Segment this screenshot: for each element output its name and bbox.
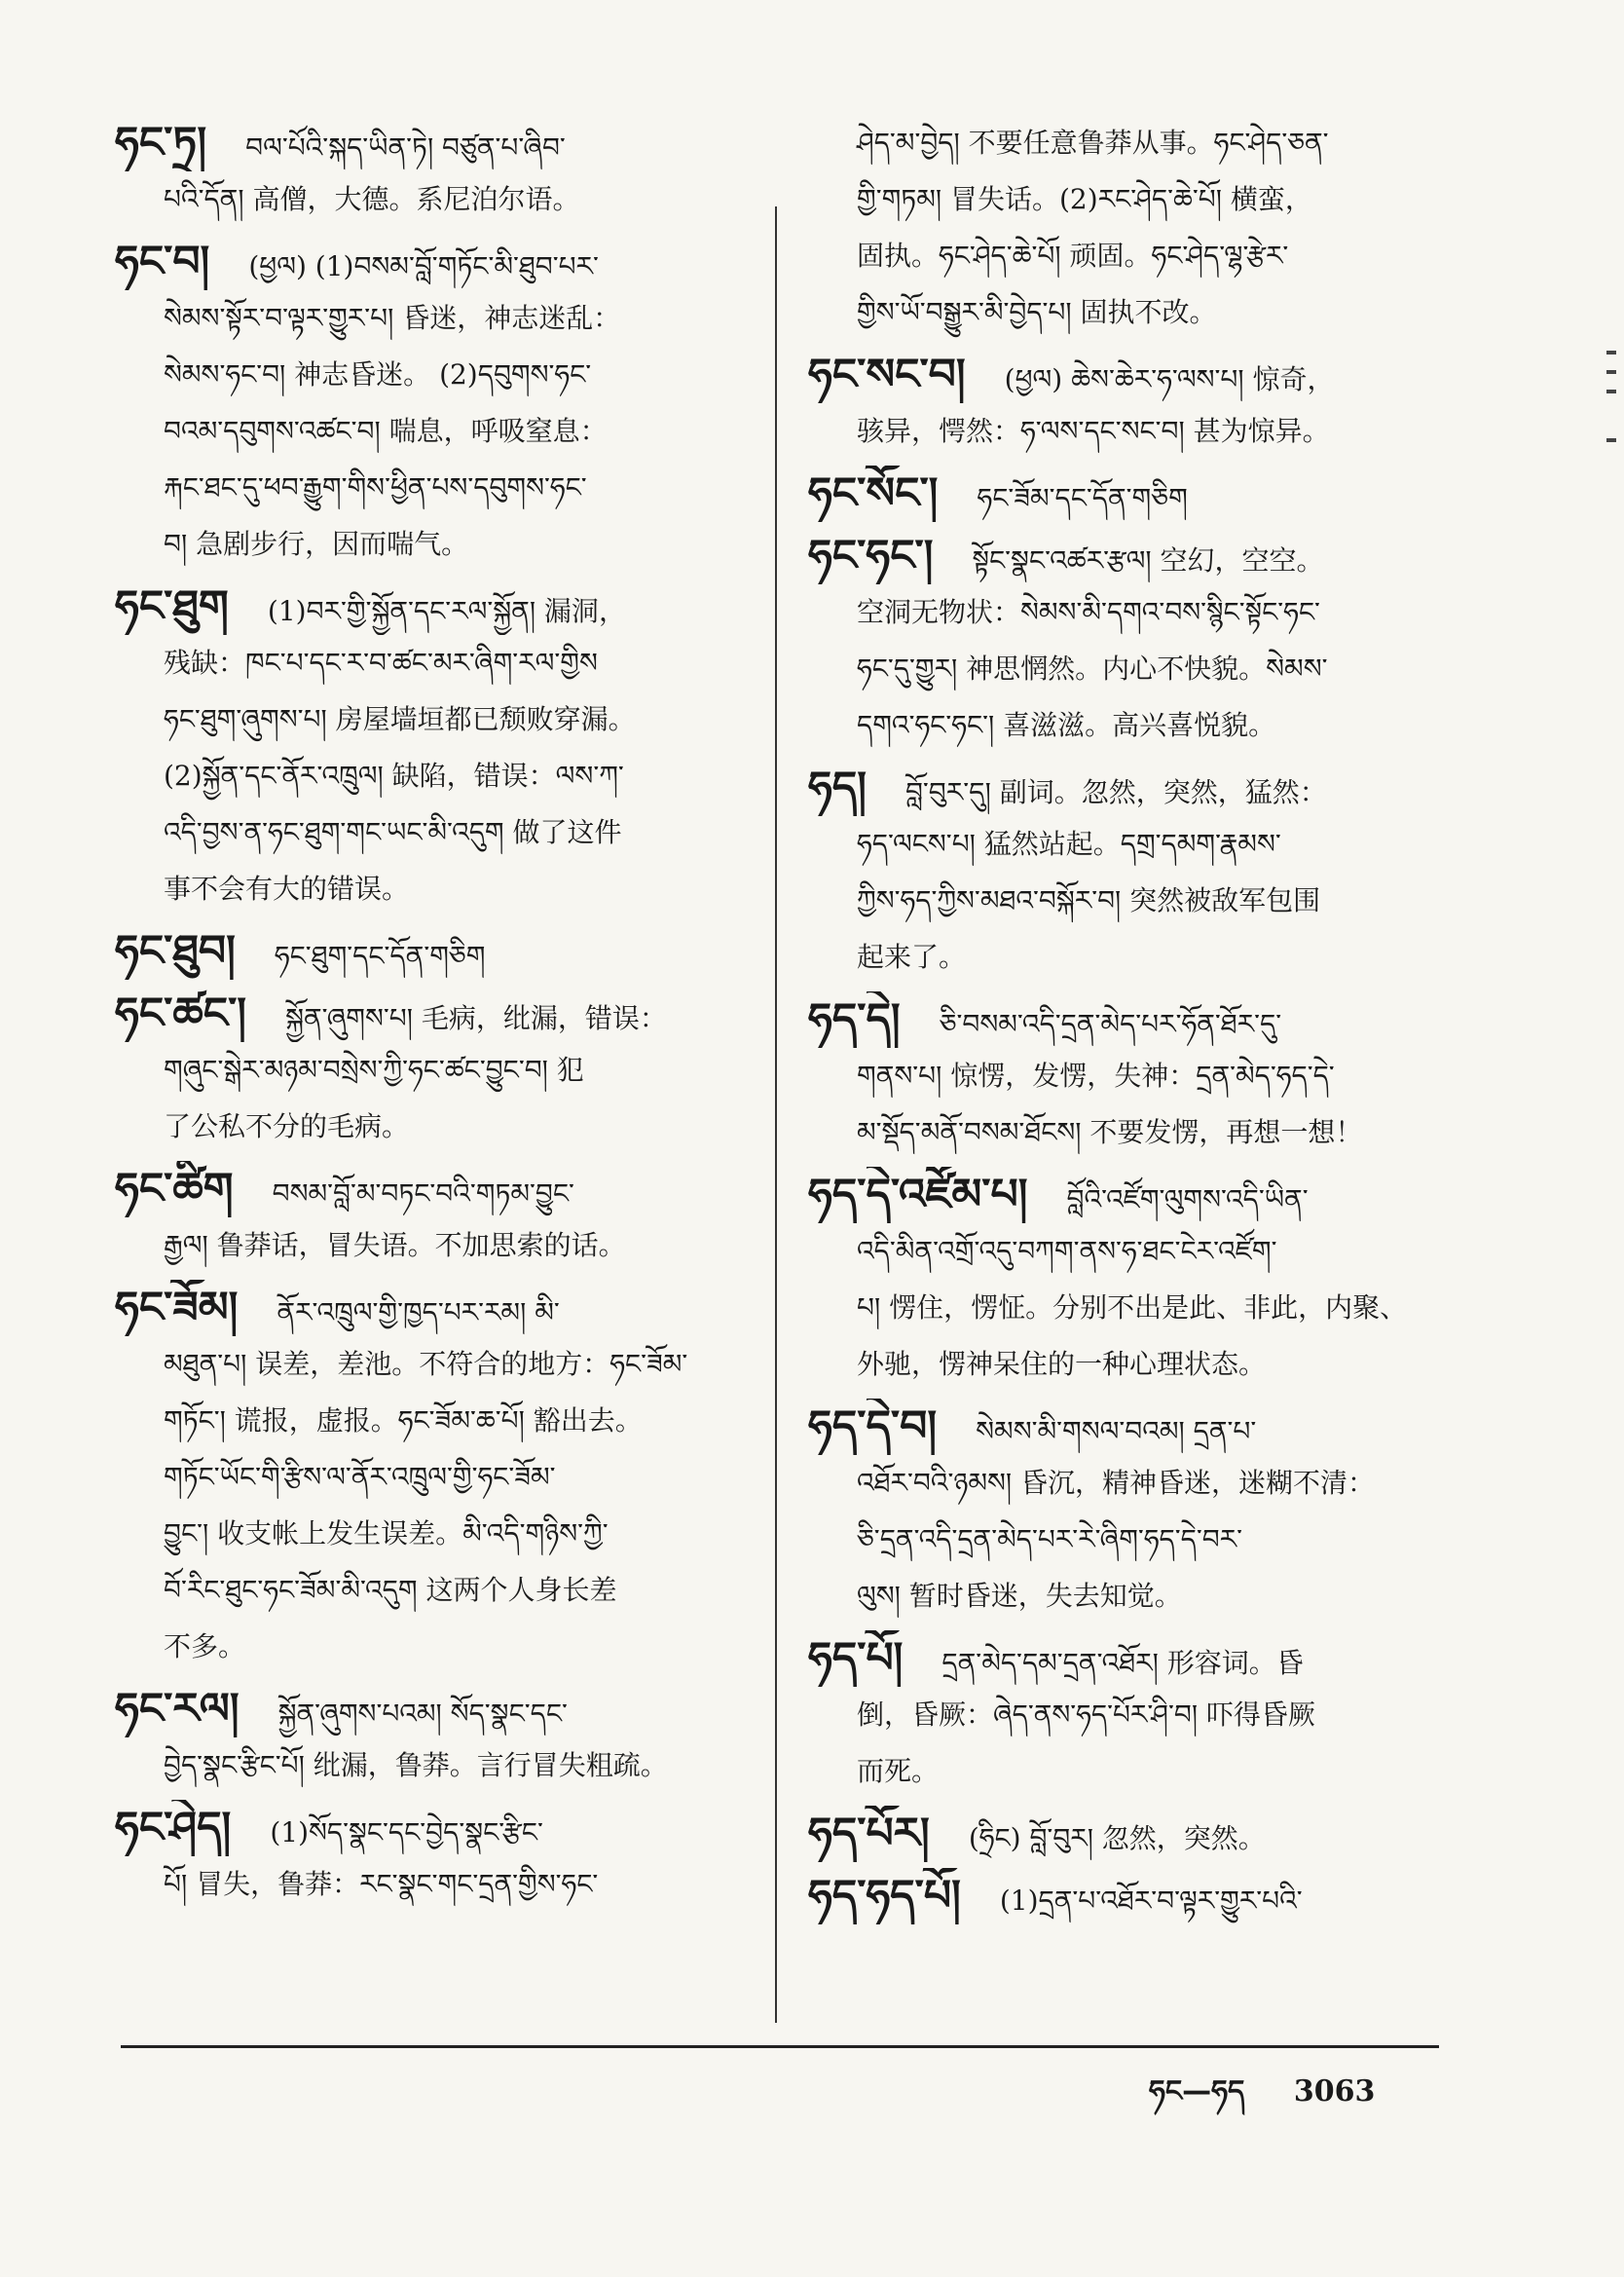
entry-line: [808, 1806, 1431, 1862]
entry-line: [808, 760, 1431, 816]
entry-headword: ཧང་ཚང་།: [115, 989, 247, 1038]
entry-line: [808, 929, 1431, 986]
entry-text: (1)དྲན་པ་འཐོར་བ་ལྟར་གྱུར་པའི་: [999, 1885, 1303, 1917]
entry-text: (ཕྱལ) (1)བསམ་བློ་གཏོང་མི་ཐུབ་པར་: [248, 250, 599, 282]
entry-text: 残缺：ཁང་པ་དང་ར་བ་ཚང་མར་ཞིག་རལ་གྱིས: [164, 647, 598, 679]
entry-line: [115, 1681, 738, 1737]
entry-line: [808, 1399, 1431, 1455]
entry-line: [808, 1336, 1431, 1393]
entry-headword: ཧད་ཧད་པོ།: [808, 1871, 961, 1921]
entry-text: པོ། 冒失，鲁莽：རང་སྣང་གང་དྲན་གྱིས་ཧང་: [164, 1868, 599, 1900]
dictionary-entry: [808, 1630, 1431, 1800]
entry-line: [115, 1280, 738, 1336]
dictionary-entry: [808, 991, 1431, 1161]
entry-line: [808, 1743, 1431, 1800]
entry-line: [808, 284, 1431, 341]
entry-text: བའམ་དབུགས་འཚང་བ། 喘息，呼吸窒息：: [164, 415, 608, 447]
dictionary-entry: [115, 115, 738, 228]
entry-text: སེམས་སྟོར་བ་ལྟར་གྱུར་པ། 昏迷，神志迷乱：: [164, 302, 621, 334]
dictionary-entry: [115, 579, 738, 917]
entry-text: གཏོང་ཡོང་གི་རྩིས་ལ་ནོར་འཁྲུལ་གྱི་ཧང་ཟོམ་: [164, 1461, 556, 1493]
entry-text: ལུས། 暂时昏迷，失去知觉。: [857, 1580, 1182, 1612]
entry-line: [115, 1042, 738, 1099]
dictionary-entry: [808, 760, 1431, 986]
entry-text: ཧང་ཟོམ་དང་དོན་གཅིག: [977, 482, 1188, 514]
dictionary-entry: [115, 986, 738, 1155]
dictionary-entry: [115, 234, 738, 573]
entry-line: [808, 1048, 1431, 1104]
entry-text: ཅི་དྲན་འདི་དྲན་མེད་པར་རེ་ཞིག་ཧད་དེ་བར་: [857, 1523, 1243, 1555]
entry-line: [808, 347, 1431, 403]
entry-line: [115, 1619, 738, 1675]
entry-line: [808, 1280, 1431, 1336]
entry-text: 空洞无物状：སེམས་མི་དགའ་བས་སྙིང་སྟོང་ཧང་: [857, 596, 1320, 628]
entry-line: [808, 1167, 1431, 1223]
dictionary-entry: [808, 1399, 1431, 1624]
entry-headword: ཧང་བ།: [115, 237, 210, 286]
entry-line: [115, 635, 738, 691]
entry-line: [115, 1737, 738, 1794]
page-number: 3063: [1293, 2074, 1376, 2109]
entry-text: 外驰，愣神呆住的一种心理状态。: [857, 1348, 1267, 1380]
right-column: [808, 115, 1431, 1930]
entry-text: རྒྱལ། 鲁莽话，冒失语。不加思索的话。: [164, 1229, 626, 1261]
dictionary-entry: [115, 1161, 738, 1274]
entry-line: [115, 986, 738, 1042]
entry-line: [115, 579, 738, 635]
entry-line: [808, 873, 1431, 929]
entry-text: 了公私不分的毛病。: [164, 1110, 410, 1142]
entry-text: གཞུང་སྒེར་མཉམ་བསྲེས་ཀྱི་ཧང་ཚང་བྱུང་བ། 犯: [164, 1054, 584, 1086]
entry-text: སེམས་མི་གསལ་བའམ། དྲན་པ་: [976, 1415, 1257, 1447]
entry-text: 固执。ཧང་ཤེད་ཆེ་པོ། 顽固。ཧང་ཤེད་ལྷ་རྩེར་: [857, 240, 1289, 272]
entry-text: གྱིས་ཡོ་བསྒྱུར་མི་བྱེད་པ། 固执不改。: [857, 296, 1217, 328]
entry-headword: ཧང་ཐུག: [115, 581, 229, 631]
entry-line: [115, 923, 738, 980]
entry-line: [808, 584, 1431, 641]
entry-text: བོ་རིང་ཐུང་ཧང་ཟོམ་མི་འདུག 这两个人身长差: [164, 1574, 617, 1606]
entry-headword: ཧང་རལ།: [115, 1684, 240, 1734]
entry-line: [115, 691, 738, 748]
entry-text: བསམ་བློ་མ་བཏང་བའི་གཏམ་བྱུང་: [272, 1177, 574, 1210]
entry-line: [808, 1104, 1431, 1161]
entry-text: ཤེད་མ་བྱེད། 不要任意鲁莽从事。ཧང་ཤེད་ཅན་: [857, 127, 1329, 159]
entry-headword: ཧང་ཧང་།: [808, 531, 934, 580]
entry-text: དགའ་ཧང་ཧང་། 喜滋滋。高兴喜悦貌。: [857, 709, 1276, 741]
entry-line: [115, 460, 738, 516]
entry-line: [115, 1099, 738, 1155]
entry-line: [808, 1512, 1431, 1568]
entry-line: [808, 1568, 1431, 1624]
entry-text: འཐོར་བའི་ཉམས། 昏沉，精神昏迷，迷糊不清：: [857, 1467, 1375, 1499]
entry-text: སྐྱོན་ཞུགས་པ། 毛病，纰漏，错误：: [285, 1002, 667, 1034]
entry-line: [115, 1449, 738, 1506]
entry-text: པའི་དོན། 高僧，大德。系尼泊尔语。: [164, 183, 580, 215]
dictionary-entry: [115, 1800, 738, 1913]
entry-line: [115, 748, 738, 804]
entry-line: [808, 466, 1431, 522]
entry-text: བློ་བུར་དུ། 副词。忽然，突然，猛然：: [904, 776, 1327, 808]
entry-line: [115, 115, 738, 171]
entry-text: འདི་མིན་འགྲོ་འདུ་བཀག་ནས་ཧ་ཐང་ངེར་འཛོག་: [857, 1235, 1277, 1267]
entry-text: བྱེད་སྣང་རྩིང་པོ། 纰漏，鲁莽。言行冒失粗疏。: [164, 1749, 668, 1781]
entry-text: རྐང་ཐང་དུ་ཕབ་རྒྱུག་གིས་ཕྱིན་པས་དབུགས་ཧང་: [164, 471, 587, 504]
entry-line: [808, 1868, 1431, 1924]
entry-line: [808, 1687, 1431, 1743]
entry-headword: ཧང་ཚིག: [115, 1164, 234, 1213]
entry-line: [808, 697, 1431, 754]
entry-text: བལ་པོའི་སྐད་ཡིན་ཏེ། བཙུན་པ་ཞིབ་: [245, 131, 566, 164]
entry-text: 骇异，愕然：ཧ་ལས་དང་སང་བ། 甚为惊异。: [857, 415, 1330, 447]
entry-line: [115, 804, 738, 861]
entry-line: [115, 403, 738, 460]
entry-line: [808, 1455, 1431, 1512]
entry-headword: ཧང་ཐུབ།: [115, 926, 236, 976]
entry-text: འདི་བྱས་ན་ཧང་ཐུག་གང་ཡང་མི་འདུག 做了这件: [164, 816, 622, 848]
page-range: ཧང—ཧད: [1149, 2074, 1245, 2109]
entry-text: དྲན་མེད་དམ་དྲན་འཐོར། 形容词。昏: [941, 1647, 1304, 1679]
entry-line: [808, 228, 1431, 284]
dictionary-entry: [808, 1167, 1431, 1393]
entry-line: [808, 528, 1431, 584]
entry-text: 不多。: [164, 1630, 246, 1662]
entry-text: བ། 急剧步行，因而喘气。: [164, 528, 469, 560]
dictionary-entry: [115, 1280, 738, 1675]
entry-line: [115, 1562, 738, 1619]
entry-line: [115, 1800, 738, 1856]
entry-text: ཅི་བསམ་འདི་དྲན་མེད་པར་ཧོན་ཐོར་དུ་: [939, 1008, 1282, 1040]
entry-text: སྟོང་སྣང་འཚར་རྩལ། 空幻，空空。: [972, 544, 1324, 577]
entry-text: གྱི་གཏམ། 冒失话。(2)རང་ཤེད་ཆེ་པོ། 横蛮，: [857, 183, 1312, 215]
entry-line: [115, 1217, 738, 1274]
entry-text: (1)སོད་སྣང་དང་བྱེད་སྣང་རྩིང་: [270, 1816, 543, 1848]
entry-headword: ཧད་དེ།: [808, 994, 901, 1044]
entry-line: [115, 171, 738, 228]
page-footer: [1149, 2059, 1375, 2141]
entry-text: སྐྱོན་ཞུགས་པའམ། སོད་སྣང་དང་: [277, 1698, 568, 1730]
entry-headword: ཧང་སོང་།: [808, 468, 939, 518]
entry-headword: ཧད་པོར།: [808, 1809, 930, 1858]
entry-line: [808, 403, 1431, 460]
entry-text: ཧང་ཐུག་དང་དོན་གཅིག: [274, 940, 486, 972]
column-divider: [775, 206, 777, 2023]
dictionary-entry: [808, 466, 1431, 522]
entry-line: [808, 991, 1431, 1048]
entry-text: (1)བར་གྱི་སྐྱོན་དང་རལ་སྐྱོན། 漏洞，: [267, 595, 626, 627]
dictionary-entry: [808, 347, 1431, 460]
entry-text: (ཧྲིང) བློ་བུར། 忽然，突然。: [968, 1822, 1266, 1854]
entry-text: (2)སྐྱོན་དང་ནོར་འཁྲུལ། 缺陷，错误：ལས་ཀ་: [164, 760, 624, 792]
entry-text: 倒，昏厥：ཞེད་ནས་ཧད་པོར་ཤི་བ། 吓得昏厥: [857, 1698, 1315, 1731]
entry-line: [115, 516, 738, 573]
entry-line: [115, 1506, 738, 1562]
entry-text: སེམས་ཧང་བ། 神志昏迷。 (2)དབུགས་ཧང་: [164, 358, 592, 391]
dictionary-entry: [808, 1868, 1431, 1924]
entry-text: པ། 愣住，愣怔。分别不出是此、非此，内聚、: [857, 1291, 1408, 1324]
entry-text: ནོར་འཁྲུལ་གྱི་ཁྱད་པར་རམ། མི་: [277, 1296, 560, 1328]
entry-line: [808, 1630, 1431, 1687]
entry-text: ཧང་ཐུག་ཞུགས་པ། 房屋墙垣都已颓败穿漏。: [164, 703, 636, 735]
entry-line: [115, 1856, 738, 1913]
entry-text: ཀྱིས་ཧད་ཀྱིས་མཐའ་བསྐོར་བ། 突然被敌军包围: [857, 884, 1321, 916]
entry-line: [808, 1223, 1431, 1280]
dictionary-entry: [115, 1681, 738, 1794]
entry-text: བློའི་འཛོག་ལུགས་འདི་ཡིན་: [1066, 1183, 1309, 1215]
entry-line: [808, 641, 1431, 697]
entry-text: བྱུང་། 收支帐上发生误差。མི་འདི་གཉིས་ཀྱི་: [164, 1517, 609, 1549]
entry-text: ཧད་ལངས་པ། 猛然站起。དགྲ་དམག་རྣམས་: [857, 828, 1281, 860]
entry-line: [115, 347, 738, 403]
entry-text: ཧང་དུ་གྱུར། 神思惘然。内心不快貌。སེམས་: [857, 653, 1328, 685]
entry-headword: ཧད་དེ་འཛོམ་པ།: [808, 1170, 1028, 1219]
entry-text: གནས་པ། 惊愣，发愣，失神：དྲན་མེད་ཧད་དེ་: [857, 1060, 1335, 1092]
entry-headword: ཧང་ཟོམ།: [115, 1283, 239, 1332]
entry-headword: ཧང་སང་བ།: [808, 350, 966, 399]
dictionary-entry: [115, 923, 738, 980]
entry-headword: ཧད་པོ།: [808, 1633, 904, 1683]
entry-text: གཏོང་། 谎报，虚报。ཧང་ཟོམ་ཆ་པོ། 豁出去。: [164, 1404, 643, 1437]
footer-rule: [121, 2045, 1439, 2048]
entry-headword: ཧད།: [808, 763, 867, 812]
entry-line: [115, 290, 738, 347]
entry-line: [808, 171, 1431, 228]
left-column: [115, 115, 738, 1919]
entry-headword: ཧང་ཏྲ།: [115, 118, 207, 168]
entry-line: [115, 1336, 738, 1393]
entry-text: 事不会有大的错误。: [164, 873, 410, 905]
edge-marks: [1606, 351, 1620, 545]
dictionary-entry: [808, 528, 1431, 754]
entry-headword: ཧད་དེ་བ།: [808, 1401, 938, 1451]
dictionary-entry: [808, 115, 1431, 341]
entry-text: མཐུན་པ། 误差，差池。不符合的地方：ཧང་ཟོམ་: [164, 1348, 688, 1380]
entry-line: [808, 816, 1431, 873]
entry-text: 起来了。: [857, 941, 967, 973]
entry-text: (ཕྱལ) ཆེས་ཆེར་ཧ་ལས་པ། 惊奇，: [1004, 363, 1335, 395]
entry-headword: ཧང་ཤེད།: [115, 1803, 232, 1852]
entry-text: མ་སྡོད་མནོ་བསམ་ཐོངས། 不要发愣，再想一想！: [857, 1116, 1363, 1148]
entry-line: [115, 1161, 738, 1217]
entry-line: [808, 115, 1431, 171]
entry-text: 而死。: [857, 1755, 940, 1787]
entry-line: [115, 861, 738, 917]
entry-line: [115, 234, 738, 290]
entry-line: [115, 1393, 738, 1449]
dictionary-entry: [808, 1806, 1431, 1862]
